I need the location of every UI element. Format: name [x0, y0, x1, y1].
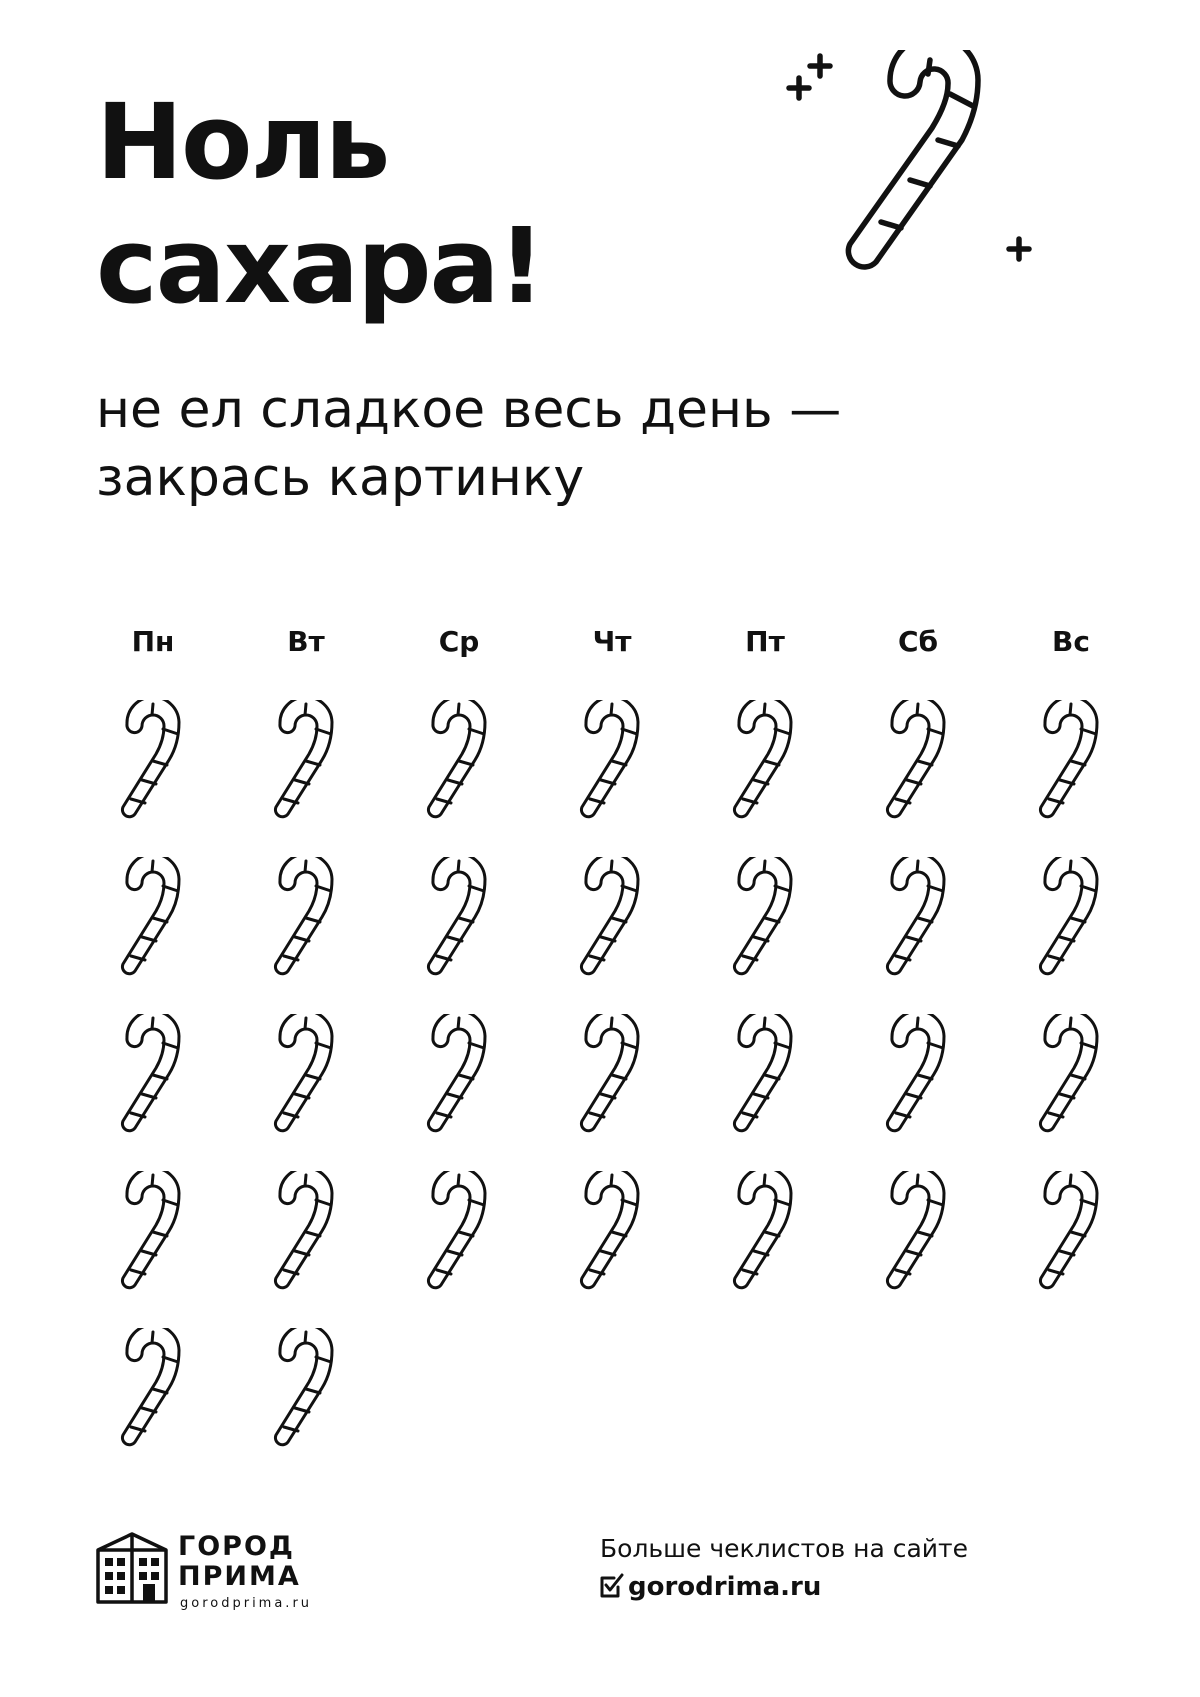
- candy-cane-icon: [725, 1171, 805, 1291]
- day-22-candy-cane[interactable]: [113, 1171, 193, 1291]
- weekday-tue: Вт: [287, 625, 325, 658]
- candy-cane-icon: [266, 700, 346, 820]
- day-4-candy-cane[interactable]: [572, 700, 652, 820]
- candy-cane-icon: [572, 1171, 652, 1291]
- logo-line-2: ПРИМА: [178, 1561, 301, 1592]
- candy-cane-icon: [419, 700, 499, 820]
- title-line-2: сахара!: [96, 205, 544, 327]
- building-logo-icon: [96, 1532, 168, 1604]
- candy-cane-icon: [1031, 700, 1111, 820]
- day-19-candy-cane[interactable]: [725, 1014, 805, 1134]
- day-29-candy-cane[interactable]: [113, 1328, 193, 1448]
- day-18-candy-cane[interactable]: [572, 1014, 652, 1134]
- candy-cane-icon: [419, 1014, 499, 1134]
- page-title: [96, 80, 543, 328]
- candy-cane-icon: [266, 1171, 346, 1291]
- day-25-candy-cane[interactable]: [572, 1171, 652, 1291]
- candy-cane-icon: [572, 700, 652, 820]
- day-27-candy-cane[interactable]: [878, 1171, 958, 1291]
- candy-cane-icon: [113, 700, 193, 820]
- candy-cane-icon: [419, 857, 499, 977]
- day-7-candy-cane[interactable]: [1031, 700, 1111, 820]
- day-13-candy-cane[interactable]: [878, 857, 958, 977]
- subtitle: [96, 376, 841, 512]
- candy-cane-icon: [725, 857, 805, 977]
- candy-cane-icon: [266, 857, 346, 977]
- day-6-candy-cane[interactable]: [878, 700, 958, 820]
- logo-site: gorodprima.ru: [180, 1596, 313, 1611]
- subtitle-line-1: не ел сладкое весь день —: [96, 380, 842, 440]
- candy-cane-icon: [113, 1014, 193, 1134]
- day-8-candy-cane[interactable]: [113, 857, 193, 977]
- more-checklists: [600, 1532, 1120, 1604]
- logo-line-1: ГОРОД: [178, 1531, 295, 1562]
- day-10-candy-cane[interactable]: [419, 857, 499, 977]
- candy-cane-icon: [878, 1014, 958, 1134]
- candy-cane-icon: [1031, 1014, 1111, 1134]
- candy-cane-icon: [1031, 857, 1111, 977]
- candy-cane-icon: [113, 1328, 193, 1448]
- candy-cane-icon: [266, 1014, 346, 1134]
- candy-cane-icon: [878, 857, 958, 977]
- site-link[interactable]: [600, 1570, 1120, 1604]
- candy-cane-icon: [113, 857, 193, 977]
- day-11-candy-cane[interactable]: [572, 857, 652, 977]
- weekday-wed: Ср: [438, 625, 480, 658]
- day-14-candy-cane[interactable]: [1031, 857, 1111, 977]
- day-9-candy-cane[interactable]: [266, 857, 346, 977]
- day-1-candy-cane[interactable]: [113, 700, 193, 820]
- day-12-candy-cane[interactable]: [725, 857, 805, 977]
- candy-cane-icon: [113, 1171, 193, 1291]
- candy-cane-icon: [725, 700, 805, 820]
- weekday-header: [93, 625, 1093, 665]
- day-20-candy-cane[interactable]: [878, 1014, 958, 1134]
- weekday-sun: Вс: [1052, 625, 1090, 658]
- day-28-candy-cane[interactable]: [1031, 1171, 1111, 1291]
- weekday-thu: Чт: [592, 625, 632, 658]
- day-16-candy-cane[interactable]: [266, 1014, 346, 1134]
- weekday-sat: Сб: [897, 625, 939, 658]
- candy-cane-icon: [878, 1171, 958, 1291]
- checkbox-check-icon: [600, 1573, 624, 1599]
- day-23-candy-cane[interactable]: [266, 1171, 346, 1291]
- site-link-text[interactable]: gorodrima.ru: [628, 1572, 822, 1602]
- weekday-fri: Пт: [745, 625, 785, 658]
- day-3-candy-cane[interactable]: [419, 700, 499, 820]
- day-2-candy-cane[interactable]: [266, 700, 346, 820]
- day-21-candy-cane[interactable]: [1031, 1014, 1111, 1134]
- more-checklists-text: Больше чеклистов на сайте: [600, 1534, 968, 1563]
- day-26-candy-cane[interactable]: [725, 1171, 805, 1291]
- candy-cane-icon: [1031, 1171, 1111, 1291]
- day-5-candy-cane[interactable]: [725, 700, 805, 820]
- candy-cane-icon: [572, 857, 652, 977]
- candy-cane-icon: [725, 1014, 805, 1134]
- candy-cane-illustration-icon: [780, 50, 1140, 310]
- day-17-candy-cane[interactable]: [419, 1014, 499, 1134]
- brand-logo: [96, 1532, 396, 1612]
- weekday-mon: Пн: [131, 625, 175, 658]
- day-30-candy-cane[interactable]: [266, 1328, 346, 1448]
- day-15-candy-cane[interactable]: [113, 1014, 193, 1134]
- title-line-1: Ноль: [96, 81, 389, 203]
- day-24-candy-cane[interactable]: [419, 1171, 499, 1291]
- subtitle-line-2: закрась картинку: [96, 448, 585, 508]
- logo-wordmark: [178, 1532, 301, 1592]
- candy-cane-icon: [266, 1328, 346, 1448]
- candy-cane-icon: [572, 1014, 652, 1134]
- candy-cane-icon: [878, 700, 958, 820]
- candy-cane-icon: [419, 1171, 499, 1291]
